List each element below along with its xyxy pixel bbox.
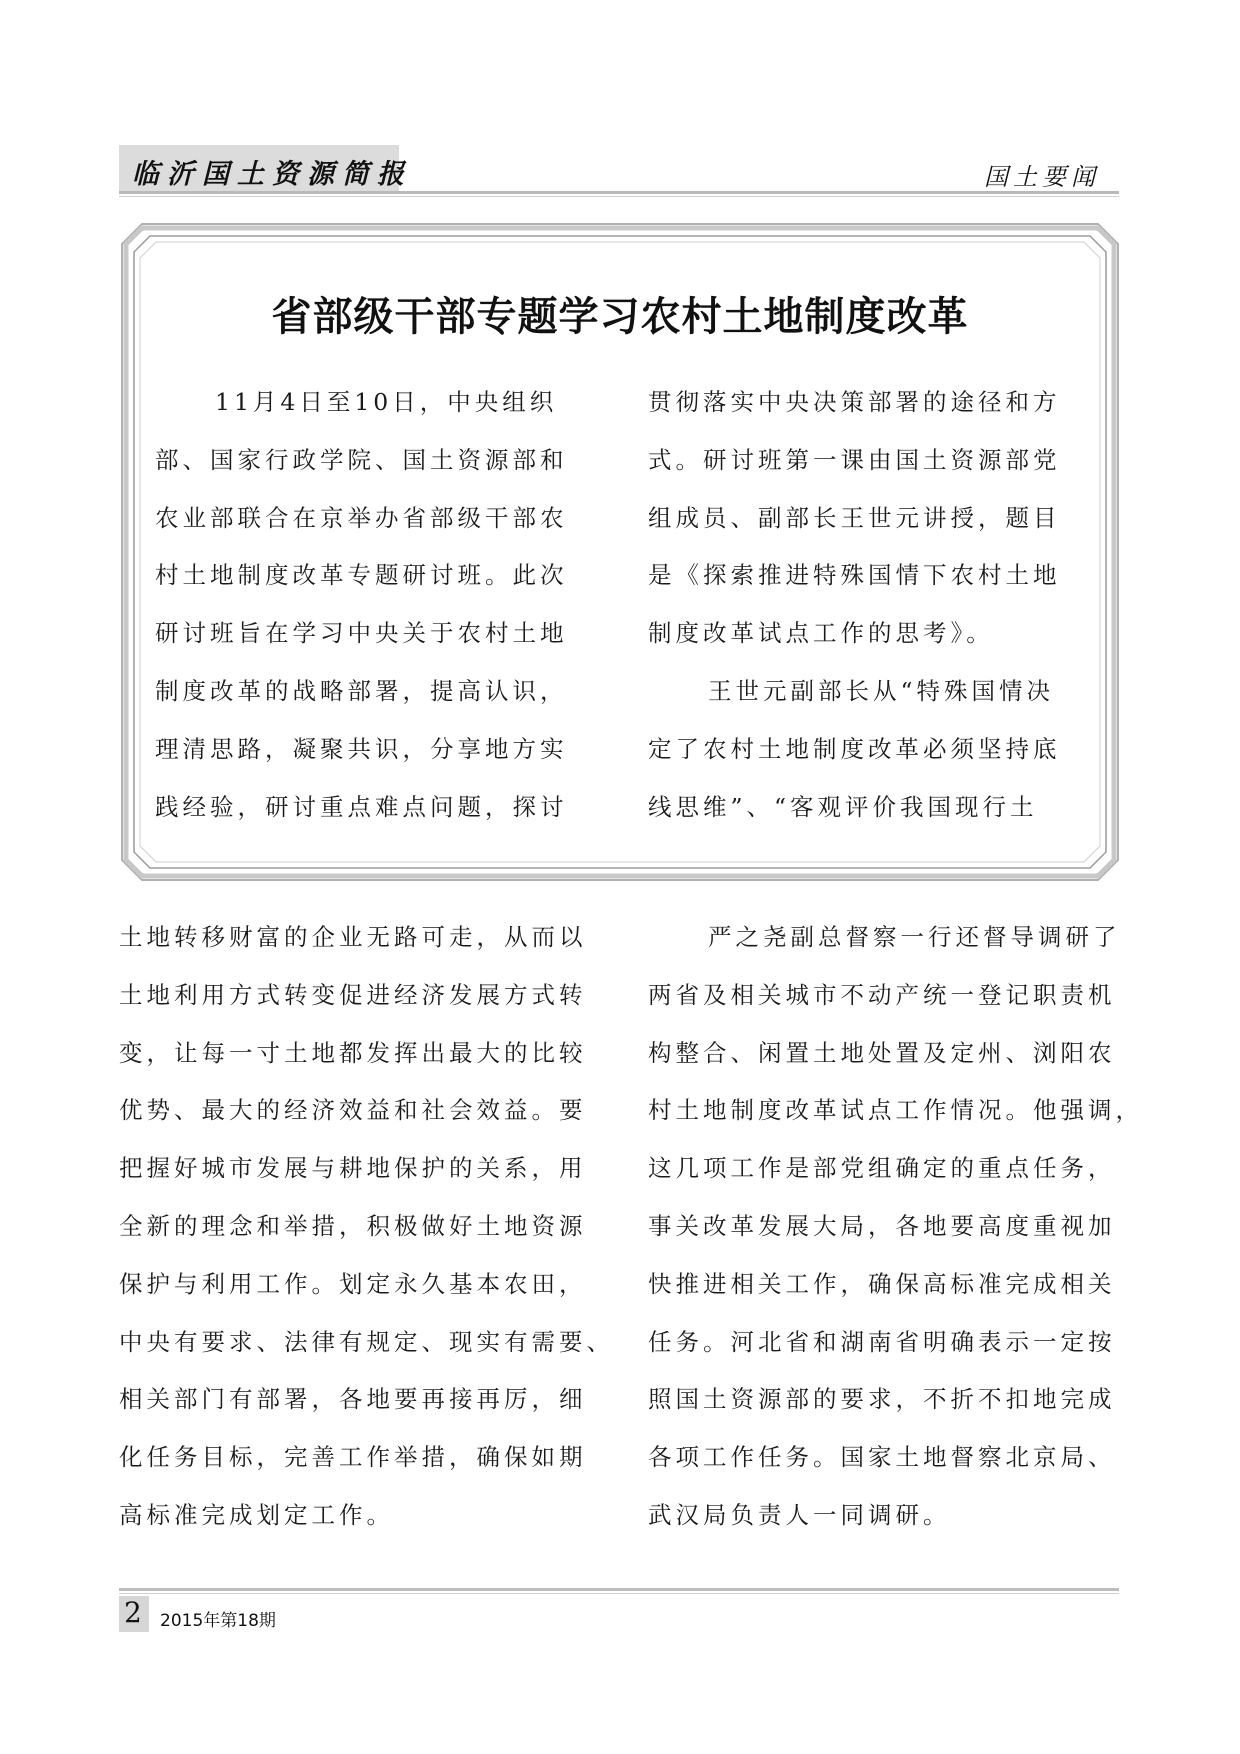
text-line: 这几项工作是部党组确定的重点任务， [648, 1154, 1116, 1183]
text-line: 高标准完成划定工作。 [119, 1500, 394, 1529]
issue-label: 2015年第18期 [160, 1611, 276, 1631]
text-line: 变，让每一寸土地都发挥出最大的比较 [119, 1038, 587, 1067]
text-line: 各项工作任务。国家土地督察北京局、 [648, 1443, 1116, 1472]
text-line: 线思维”、“客观评价我国现行土 [648, 792, 1038, 821]
text-line: 快推进相关工作，确保高标准完成相关 [648, 1269, 1116, 1298]
text-line: 任务。河北省和湖南省明确表示一定按 [648, 1327, 1116, 1356]
text-line: 化任务目标，完善工作举措，确保如期 [119, 1443, 587, 1472]
text-line: 保护与利用工作。划定永久基本农田， [119, 1269, 587, 1298]
text-line: 把握好城市发展与耕地保护的关系，用 [119, 1154, 587, 1183]
text-line: 优势、最大的经济效益和社会效益。要 [119, 1096, 587, 1125]
publication-title: 临沂国土资源简报 [132, 159, 412, 190]
text-line: 定了农村土地制度改革必须坚持底 [648, 734, 1061, 763]
text-line: 中央有要求、法律有规定、现实有需要、 [119, 1327, 614, 1356]
header-rule [119, 191, 1119, 194]
text-line: 两省及相关城市不动产统一登记职责机 [648, 980, 1116, 1009]
text-line: 照国土资源部的要求，不折不扣地完成 [648, 1385, 1116, 1414]
body-column-right [648, 909, 1143, 1545]
text-line: 组成员、副部长王世元讲授，题目 [648, 503, 1061, 532]
header-rule-thin [119, 196, 1119, 197]
footer-rule [119, 1588, 1119, 1591]
text-line: 研讨班旨在学习中央关于农村土地 [155, 619, 568, 648]
text-line: 土地转移财富的企业无路可走，从而以 [119, 923, 587, 951]
page-number: 2 [124, 1596, 142, 1629]
article-title: 省部级干部专题学习农村土地制度改革 [271, 294, 969, 340]
text-line: 全新的理念和举措，积极做好土地资源 [119, 1211, 587, 1240]
text-line: 部、国家行政学院、国土资源部和 [155, 445, 568, 474]
text-line: 农业部联合在京举办省部级干部农 [155, 503, 568, 532]
text-line: 土地利用方式转变促进经济发展方式转 [119, 980, 587, 1009]
text-line: 严之尧副总督察一行还督导调研了 [708, 923, 1121, 951]
text-line: 构整合、闲置土地处置及定州、浏阳农 [648, 1038, 1116, 1067]
text-line: 武汉局负责人一同调研。 [648, 1500, 951, 1529]
text-line: 是《探索推进特殊国情下农村土地 [648, 561, 1061, 590]
text-line: 理清思路，凝聚共识，分享地方实 [155, 734, 568, 763]
text-line: 村土地制度改革专题研讨班。此次 [155, 561, 568, 590]
box-column-left [155, 374, 595, 836]
text-line: 王世元副部长从“特殊国情决 [708, 676, 1055, 705]
body-column-left [119, 909, 614, 1545]
text-line: 村土地制度改革试点工作情况。他强调， [648, 1096, 1143, 1125]
text-line: 事关改革发展大局，各地要高度重视加 [648, 1211, 1116, 1240]
text-line: 践经验，研讨重点难点问题，探讨 [155, 792, 568, 821]
text-line: 制度改革试点工作的思考》。 [648, 619, 994, 648]
text-line: 相关部门有部署，各地要再接再厉，细 [119, 1385, 587, 1414]
footer-rule-thin [119, 1593, 1119, 1594]
text-line: 贯彻落实中央决策部署的途径和方 [648, 388, 1061, 416]
text-line: 式。研讨班第一课由国土资源部党 [648, 445, 1061, 474]
text-line: 制度改革的战略部署，提高认识， [155, 676, 568, 705]
section-label: 国土要闻 [984, 163, 1100, 191]
text-line: 11月4日至10日，中央组织 [215, 388, 558, 416]
box-column-right [648, 374, 1088, 836]
